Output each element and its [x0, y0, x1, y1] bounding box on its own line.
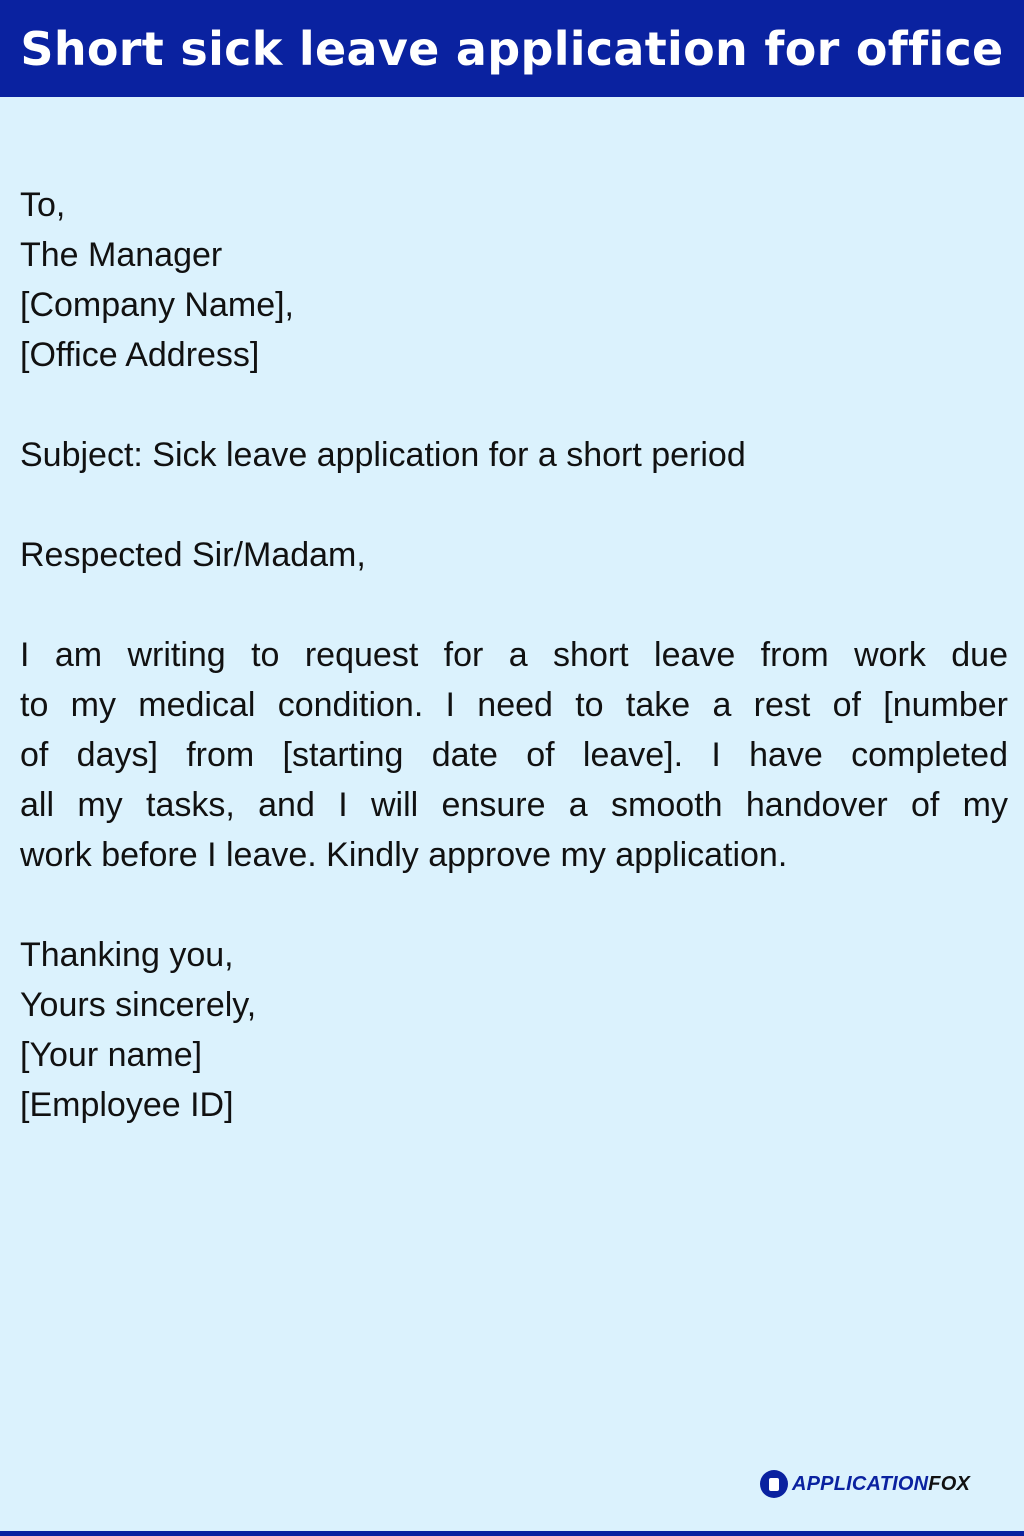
closing-line: Thanking you,	[20, 936, 234, 974]
closing-line: [Employee ID]	[20, 1086, 234, 1124]
closing-line: Yours sincerely,	[20, 986, 257, 1024]
bottom-border	[0, 1531, 1024, 1536]
closing-line: [Your name]	[20, 1036, 203, 1074]
salutation: Respected Sir/Madam,	[20, 536, 366, 574]
letter-body	[20, 180, 1008, 1130]
body-line: all my tasks, and I will ensure a smooth handover of my	[20, 786, 1008, 824]
body-line: of days] from [starting date of leave]. I have completed	[20, 736, 1008, 774]
body-line: work before I leave. Kindly approve my application.	[20, 836, 788, 874]
body-paragraph	[20, 630, 1008, 880]
page-title: Short sick leave application for office	[20, 21, 1004, 76]
body-line: to my medical condition. I need to take a rest of [number	[20, 686, 1008, 724]
address-line: [Office Address]	[20, 336, 260, 374]
applicationfox-logo	[760, 1470, 970, 1498]
subject-line: Subject: Sick leave application for a short period	[20, 436, 746, 474]
logo-text: APPLICATIONFOX	[792, 1472, 970, 1495]
document-icon	[760, 1470, 788, 1498]
title-banner	[0, 0, 1024, 97]
address-line: [Company Name],	[20, 286, 294, 324]
body-line: I am writing to request for a short leave from work due	[20, 636, 1008, 674]
address-line: The Manager	[20, 236, 223, 274]
address-line: To,	[20, 186, 66, 224]
